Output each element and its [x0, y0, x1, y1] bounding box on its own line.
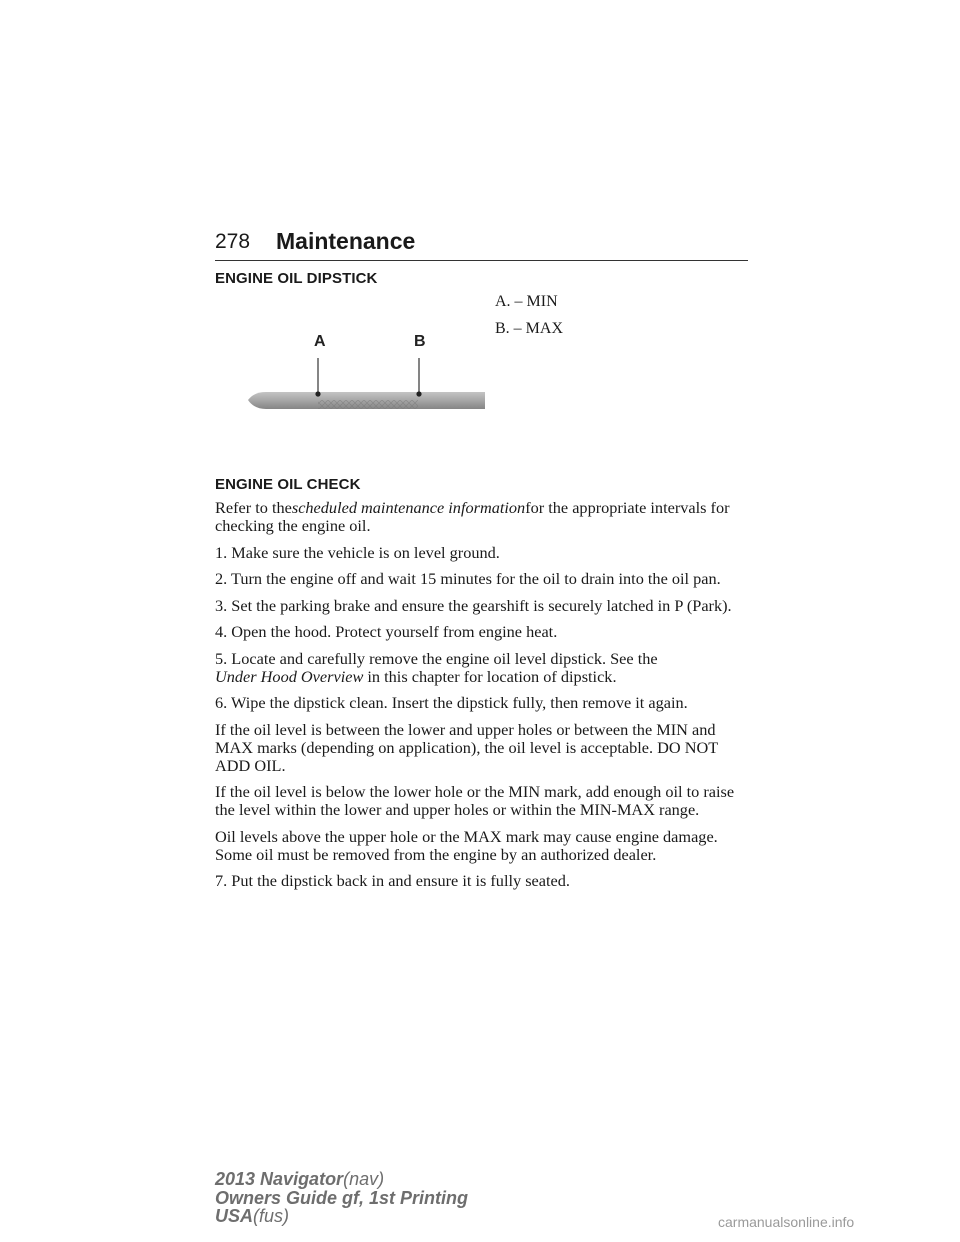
step-6: 6. Wipe the dipstick clean. Insert the dipstick fully, then remove it again.	[215, 693, 688, 712]
check-section-title: ENGINE OIL CHECK	[215, 476, 361, 493]
paragraph-above-mark: Oil levels above the upper hole or the MAX mark may cause engine damage. Some oil must be removed from the engine by an authorized dealer.	[215, 826, 718, 864]
step-4: 4. Open the hood. Protect yourself from engine heat.	[215, 622, 558, 641]
legend-item-max: B. – MAX	[495, 320, 564, 337]
intro-paragraph	[215, 499, 755, 535]
intro-text-end: for the appropriate intervals for checking the engine oil.	[215, 498, 730, 535]
dipstick-section-title: ENGINE OIL DIPSTICK	[215, 270, 378, 287]
paragraph-between-marks: If the oil level is between the lower and upper holes or between the MIN and MAX marks (depending on application), the oil level is acceptable. DO NOT ADD OIL.	[215, 719, 718, 775]
step-5-text: 5. Locate and carefully remove the engine oil level dipstick. See the	[215, 648, 658, 668]
intro-reference: scheduled maintenance information	[291, 498, 526, 517]
legend-item-min: A. – MIN	[495, 293, 558, 310]
footer-market-code: (fus)	[253, 1206, 290, 1226]
step-2: 2. Turn the engine off and wait 15 minutes for the oil to drain into the oil pan.	[215, 569, 721, 588]
watermark: carmanualsonline.info	[718, 1214, 855, 1230]
page-footer	[215, 1170, 468, 1226]
step-5-reference: Under Hood Overview	[215, 666, 364, 686]
step-5	[215, 650, 755, 686]
step-5-text-end: in this chapter for location of dipstick.	[367, 666, 617, 686]
footer-guide: Owners Guide gf, 1st Printing	[215, 1187, 469, 1208]
figure-label-a: A	[314, 333, 326, 350]
step-1: 1. Make sure the vehicle is on level ground.	[215, 542, 500, 562]
footer-model: 2013 Navigator	[215, 1169, 344, 1189]
footer-model-code: (nav)	[343, 1169, 385, 1189]
check-section-body	[215, 499, 755, 899]
page-header	[215, 228, 748, 261]
figure-label-b: B	[414, 333, 426, 350]
chapter-title: Maintenance	[276, 228, 416, 254]
footer-market: USA	[215, 1206, 254, 1226]
paragraph-below-mark: If the oil level is below the lower hole or the MIN mark, add enough oil to raise the level within the lower and upper holes or within the MIN-MAX range.	[215, 782, 735, 819]
dipstick-illustration	[244, 328, 489, 414]
step-3: 3. Set the parking brake and ensure the gearshift is securely latched in P (Park).	[215, 595, 732, 615]
intro-text-start: Refer to the	[215, 498, 292, 517]
page-number: 278	[215, 230, 251, 253]
step-7: 7. Put the dipstick back in and ensure it is fully seated.	[215, 871, 570, 890]
